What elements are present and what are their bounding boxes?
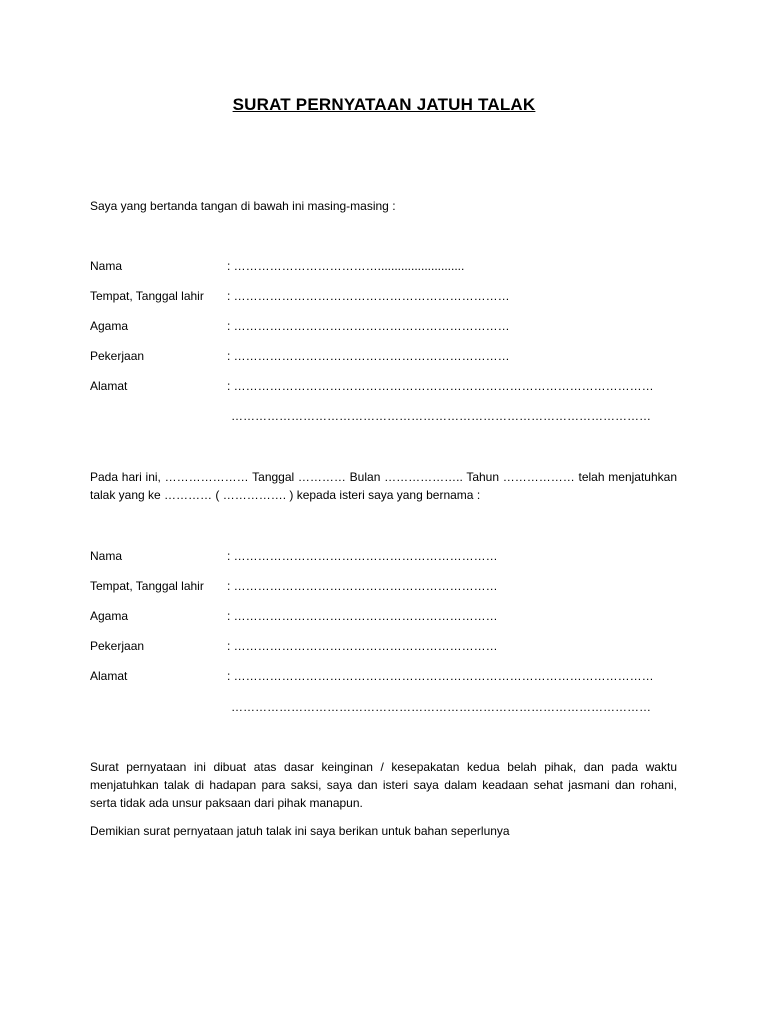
field-value: : ………………………………………………………… (227, 549, 498, 563)
wife-address-line2: …………………………………………………………………………………………… (231, 700, 651, 714)
field-value: : ………………………………………………………… (227, 579, 498, 593)
field-label: Pekerjaan (90, 349, 145, 363)
field-value: : …………………………………………………………………………………………… (227, 669, 654, 683)
document-title: SURAT PERNYATAAN JATUH TALAK (232, 95, 536, 114)
husband-address-row (90, 377, 654, 395)
statement-paragraph: Pada hari ini, ………………… Tanggal ………… Bulan ……………….. Tahun ……………… telah menjatuhkan talak yang ke ………… ( ……………. ) kepada isteri saya yang bernama : (90, 470, 677, 502)
field-label: Nama (90, 549, 123, 563)
field-value: : …………………………………………………………… (227, 349, 510, 363)
field-value: : ………………………………………………………… (227, 609, 498, 623)
field-label: Tempat, Tanggal lahir (90, 289, 204, 303)
field-label: Alamat (90, 379, 128, 393)
wife-address-row (90, 667, 654, 685)
field-label: Agama (90, 609, 129, 623)
wife-occupation-row (90, 637, 498, 655)
field-label: Alamat (90, 669, 128, 683)
field-label: Pekerjaan (90, 639, 145, 653)
intro-text: Saya yang bertanda tangan di bawah ini masing-masing : (90, 199, 396, 213)
field-value: : ………………………………………………………… (227, 639, 498, 653)
wife-name-row (90, 547, 498, 565)
field-label: Tempat, Tanggal lahir (90, 579, 204, 593)
final-line: Demikian surat pernyataan jatuh talak ini saya berikan untuk bahan seperlunya (90, 824, 510, 838)
husband-address-line2: …………………………………………………………………………………………… (231, 409, 651, 423)
field-value: : …………………………………………………………………………………………… (227, 379, 654, 393)
field-value: : ……………………………….......................... (227, 259, 465, 273)
field-label: Agama (90, 319, 129, 333)
wife-religion-row (90, 607, 498, 625)
husband-occupation-row (90, 347, 510, 365)
husband-birth-row (90, 287, 510, 305)
wife-birth-row (90, 577, 498, 595)
field-label: Nama (90, 259, 123, 273)
closing-paragraph: Surat pernyataan ini dibuat atas dasar keinginan / kesepakatan kedua belah pihak, dan pada waktu menjatuhkan talak di hadapan para saksi, saya dan isteri saya dalam keadaan sehat jasmani dan rohani, serta tidak ada unsur paksaan dari pihak manapun. (90, 760, 677, 810)
husband-name-row (90, 257, 464, 275)
field-value: : …………………………………………………………… (227, 289, 510, 303)
field-value: : …………………………………………………………… (227, 319, 510, 333)
husband-religion-row (90, 317, 510, 335)
